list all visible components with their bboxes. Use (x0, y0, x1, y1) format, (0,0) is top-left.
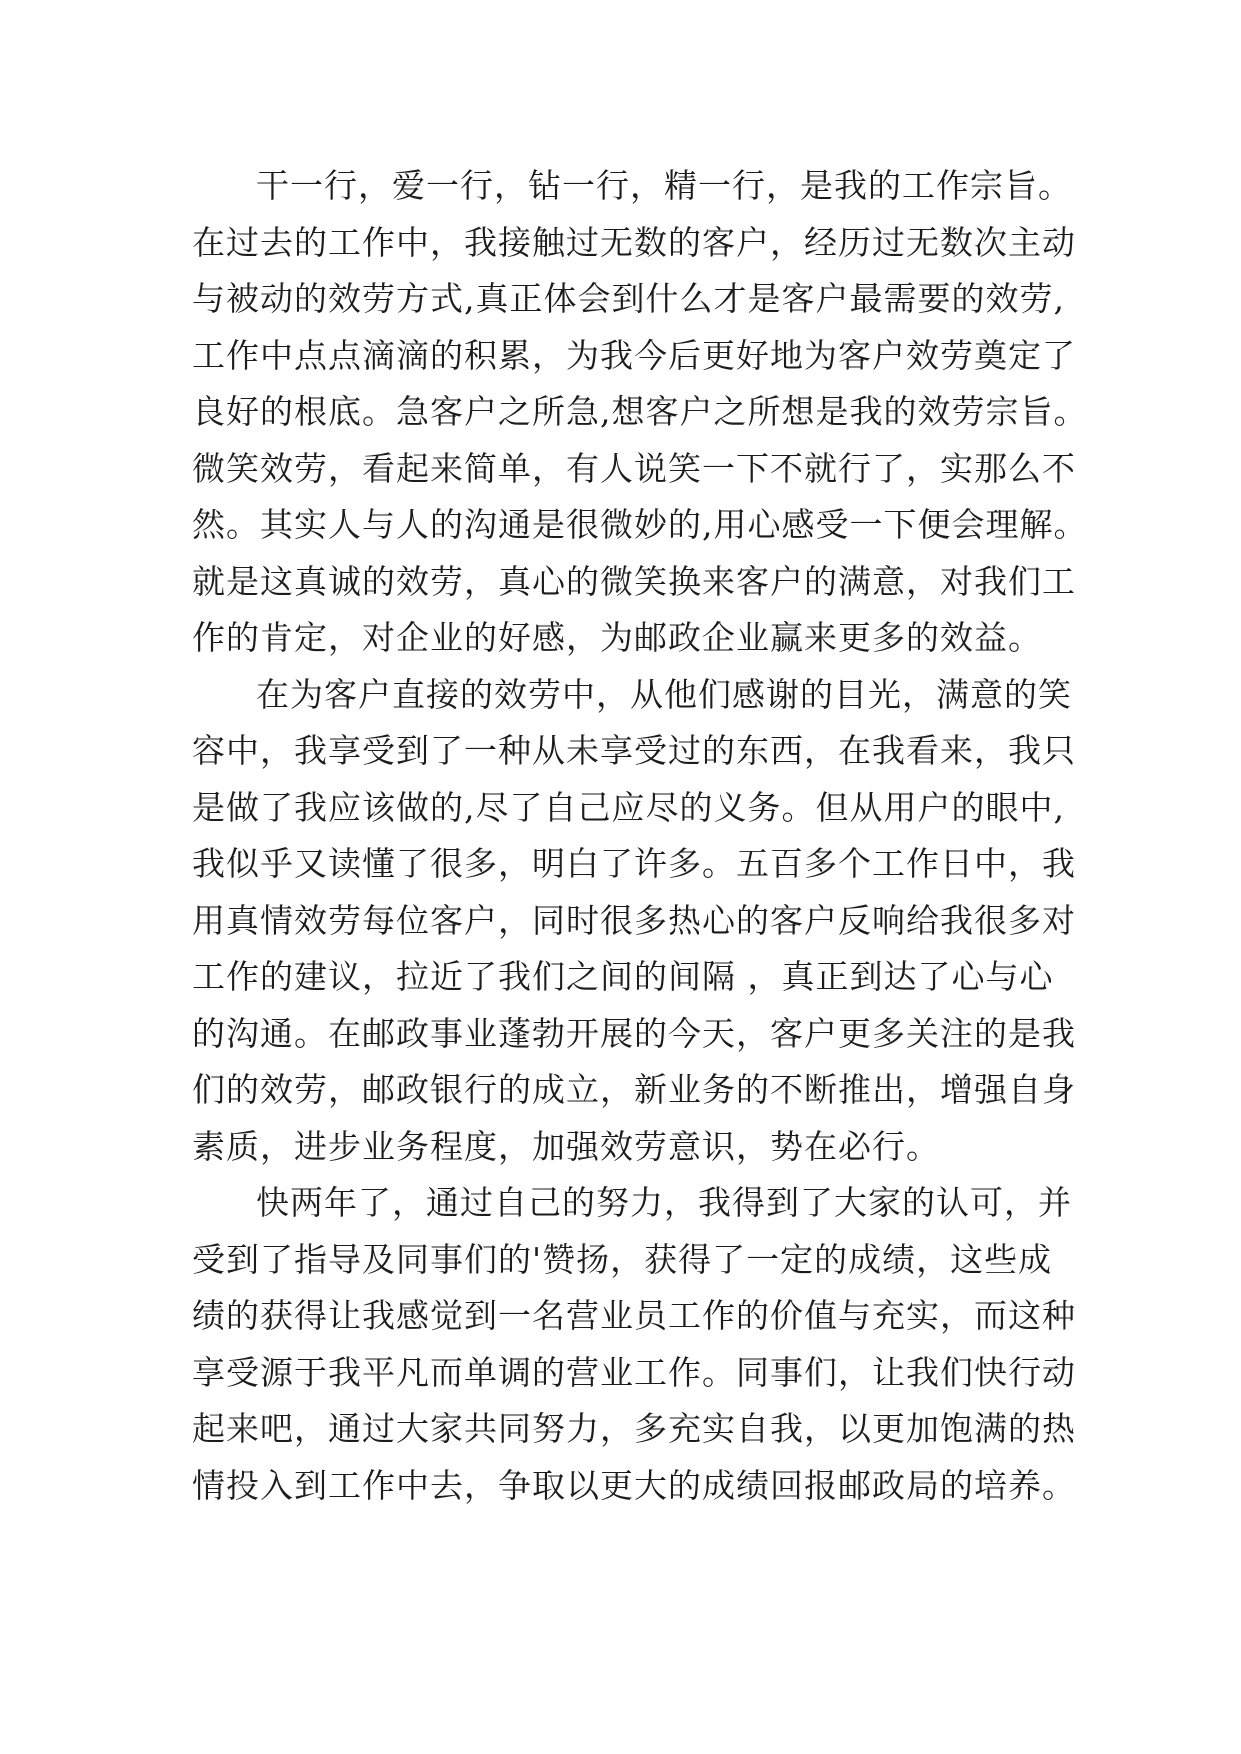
text-line: 在为客户直接的效劳中，从他们感谢的目光，满意的笑 (256, 674, 1072, 714)
text-line: 容中，我享受到了一种从未享受过的东西，在我看来，我只 (192, 731, 1076, 770)
text-line: 干一行，爱一行，钻一行，精一行，是我的工作宗旨。 (256, 166, 1072, 205)
text-line: 起来吧，通过大家共同努力，多充实自我，以更加饱满的热 (192, 1409, 1076, 1448)
text-line: 在过去的工作中，我接触过无数的客户，经历过无数次主动 (192, 222, 1076, 262)
body-text (192, 158, 1088, 1514)
text-line: 良好的根底。急客户之所急,想客户之所想是我的效劳宗旨。 (192, 392, 1088, 431)
paragraph-3 (192, 1175, 1076, 1514)
text-line: 然。其实人与人的沟通是很微妙的,用心感受一下便会理解。 (192, 505, 1088, 544)
text-line: 的沟通。在邮政事业蓬勃开展的今天，客户更多关注的是我 (192, 1013, 1076, 1053)
text-line: 工作中点点滴滴的积累，为我今后更好地为客户效劳奠定了 (192, 335, 1076, 375)
text-line: 微笑效劳，看起来简单，有人说笑一下不就行了，实那么不 (192, 448, 1076, 488)
text-line: 受到了指导及同事们的'赞扬，获得了一定的成绩，这些成 (192, 1239, 1053, 1279)
text-line: 是做了我应该做的,尽了自己应尽的义务。但从用户的眼中, (192, 787, 1065, 827)
text-line: 情投入到工作中去，争取以更大的成绩回报邮政局的培养。 (192, 1465, 1076, 1505)
text-line: 就是这真诚的效劳，真心的微笑换来客户的满意，对我们工 (192, 561, 1076, 601)
text-line: 我似乎又读懂了很多，明白了许多。五百多个工作日中，我 (192, 844, 1076, 883)
text-line: 与被动的效劳方式,真正体会到什么才是客户最需要的效劳, (192, 279, 1065, 318)
text-line: 素质，进步业务程度，加强效劳意识，势在必行。 (192, 1126, 940, 1166)
text-line: 们的效劳，邮政银行的成立，新业务的不断推出，增强自身 (192, 1070, 1076, 1109)
text-line: 绩的获得让我感觉到一名营业员工作的价值与充实，而这种 (192, 1296, 1076, 1335)
paragraph-1 (192, 158, 1088, 667)
text-line: 作的肯定，对企业的好感，为邮政企业赢来更多的效益。 (192, 618, 1042, 657)
text-line: 享受源于我平凡而单调的营业工作。同事们，让我们快行动 (192, 1352, 1076, 1392)
text-line: 工作的建议，拉近了我们之间的间隔 ，真正到达了心与心 (192, 957, 1054, 996)
text-line: 快两年了，通过自己的努力，我得到了大家的认可，并 (256, 1183, 1072, 1222)
paragraph-2 (192, 667, 1076, 1176)
text-line: 用真情效劳每位客户，同时很多热心的客户反响给我很多对 (192, 900, 1076, 940)
